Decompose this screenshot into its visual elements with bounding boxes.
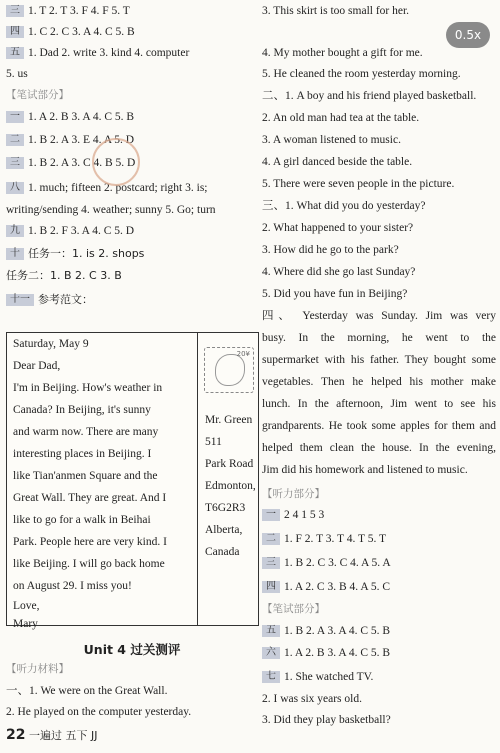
script-line: 4. My mother bought a gift for me.	[262, 47, 423, 59]
answer-line: 任务二：1. B 2. C 3. B	[6, 269, 122, 282]
script-line: 一、1. We were on the Great Wall.	[6, 685, 168, 697]
section-number: 二	[262, 533, 280, 545]
letter-line: Saturday, May 9	[13, 338, 89, 350]
section-header: 【笔试部分】	[6, 89, 69, 101]
section-header: 【听力材料】	[6, 663, 69, 675]
script-line: 2. An old man had tea at the table.	[262, 112, 420, 124]
letter-line: and warm now. There are many	[13, 426, 159, 438]
answer-line: 5. us	[6, 68, 28, 80]
brand-name: 一遍过	[28, 729, 62, 742]
answer-line: writing/sending 4. weather; sunny 5. Go; turn	[6, 204, 216, 216]
script-line: 3. This skirt is too small for her.	[262, 5, 410, 17]
address-line: Alberta,	[205, 524, 243, 536]
section-number: 三	[6, 157, 24, 169]
section-number: 四	[6, 26, 24, 38]
answer-line: 2. I was six years old.	[262, 693, 362, 705]
answer-line: 三 1. T 2. T 3. F 4. F 5. T	[6, 4, 258, 19]
letter-line: like to go for a walk in Beihai	[13, 514, 151, 526]
paragraph-line: vegetables. Then he helped his mother make	[262, 376, 496, 388]
page-footer	[6, 727, 97, 743]
section-number: 八	[6, 182, 24, 194]
section-number: 一	[262, 509, 280, 521]
answer-line: 五 1. Dad 2. write 3. kind 4. computer	[6, 46, 258, 61]
postcard-divider	[197, 333, 198, 625]
address-line: Canada	[205, 546, 240, 558]
script-line: 3. How did he go to the park?	[262, 244, 399, 256]
letter-line: Canada? In Beijing, it's sunny	[13, 404, 151, 416]
answer-line: 三 1. B 2. C 3. C 4. A 5. A	[262, 556, 496, 571]
zoom-badge[interactable]: 0.5x	[446, 22, 490, 48]
section-number: 七	[262, 671, 280, 683]
page-number: 22	[6, 727, 26, 743]
address-line: Mr. Green	[205, 414, 253, 426]
section-number: 九	[6, 225, 24, 237]
paragraph-line: lunch. In the afternoon, Jim went to see his	[262, 398, 496, 410]
answer-line: 二 1. F 2. T 3. T 4. T 5. T	[262, 532, 496, 547]
letter-line: on August 29. I miss you!	[13, 580, 132, 592]
answer-line: 四 1. A 2. C 3. B 4. A 5. C	[262, 580, 496, 595]
paragraph-line: busy. In the morning, he went to the	[262, 332, 496, 344]
answer-line: 六 1. A 2. B 3. A 4. C 5. B	[262, 646, 496, 661]
address-line: Edmonton,	[205, 480, 256, 492]
section-number: 十	[6, 248, 24, 260]
letter-line: like Tian'anmen Square and the	[13, 470, 158, 482]
letter-line: Mary	[13, 618, 38, 630]
paragraph-line: Jim did his homework and listened to music.	[262, 464, 468, 476]
letter-line: Park. People here are very kind. I	[13, 536, 167, 548]
script-line: 4. Where did she go last Sunday?	[262, 266, 416, 278]
answer-line: 八 1. much; fifteen 2. postcard; right 3. is;	[6, 181, 258, 196]
section-number: 一	[6, 111, 24, 123]
answer-line: 五 1. B 2. A 3. A 4. C 5. B	[262, 624, 496, 639]
section-number: 四	[262, 581, 280, 593]
section-number: 六	[262, 647, 280, 659]
answer-line: 四 1. C 2. C 3. A 4. C 5. B	[6, 25, 258, 40]
section-number: 十一	[6, 294, 34, 306]
answer-line: 十 任务一：1. is 2. shops	[6, 246, 258, 261]
section-number: 二	[6, 134, 24, 146]
paragraph-line: grandparents. He took some apples for them and	[262, 420, 496, 432]
section-header: 【笔试部分】	[262, 603, 325, 615]
answer-line: 3. Did they play basketball?	[262, 714, 391, 726]
letter-line: Great Wall. They are great. And I	[13, 492, 167, 504]
letter-line: like Beijing. I will go back home	[13, 558, 165, 570]
letter-line: interesting places in Beijing. I	[13, 448, 152, 460]
grade-label: 五下 JJ	[65, 729, 98, 742]
address-line: T6G2R3	[205, 502, 246, 514]
stamp-watermark	[92, 138, 140, 186]
section-number: 三	[262, 557, 280, 569]
answer-line: 三 1. B 2. A 3. C 4. B 5. D	[6, 156, 258, 171]
script-line: 2. He played on the computer yesterday.	[6, 706, 192, 718]
script-line: 4. A girl danced beside the table.	[262, 156, 413, 168]
section-header: 【听力部分】	[262, 488, 325, 500]
script-line: 二、1. A boy and his friend played basketball.	[262, 90, 477, 102]
script-line: 2. What happened to your sister?	[262, 222, 414, 234]
answer-line: 一 2 4 1 5 3	[262, 508, 496, 523]
script-line: 5. He cleaned the room yesterday morning.	[262, 68, 461, 80]
letter-line: I'm in Beijing. How's weather in	[13, 382, 163, 394]
paragraph-line: 四、 Yesterday was Sunday. Jim was very	[262, 310, 496, 322]
address-line: Park Road	[205, 458, 254, 470]
bird-icon	[215, 354, 245, 386]
letter-line: Dear Dad,	[13, 360, 61, 372]
script-line: 5. There were seven people in the picture.	[262, 178, 455, 190]
paragraph-line: supermarket with his father. They bought some	[262, 354, 496, 366]
letter-line: Love,	[13, 600, 40, 612]
section-number: 三	[6, 5, 24, 17]
postage-stamp	[204, 347, 254, 393]
sample-letter-box	[6, 332, 259, 630]
unit-title: Unit 4 过关测评	[83, 642, 181, 657]
answer-line: 九 1. B 2. F 3. A 4. C 5. D	[6, 224, 258, 239]
section-number: 五	[6, 47, 24, 59]
script-line: 5. Did you have fun in Beijing?	[262, 288, 408, 300]
section-number: 五	[262, 625, 280, 637]
stamp-value: 20¥	[236, 350, 250, 358]
answer-line: 二 1. B 2. A 3. E 4. A 5. D	[6, 133, 258, 148]
paragraph-line: helped them clean the house. In the evening,	[262, 442, 496, 454]
script-line: 三、1. What did you do yesterday?	[262, 200, 426, 212]
script-line: 3. A woman listened to music.	[262, 134, 401, 146]
address-line: 511	[205, 436, 222, 448]
answer-line: 一 1. A 2. B 3. A 4. C 5. B	[6, 110, 258, 125]
answer-line: 七 1. She watched TV.	[262, 670, 496, 685]
answer-line: 十一 参考范文：	[6, 292, 258, 307]
